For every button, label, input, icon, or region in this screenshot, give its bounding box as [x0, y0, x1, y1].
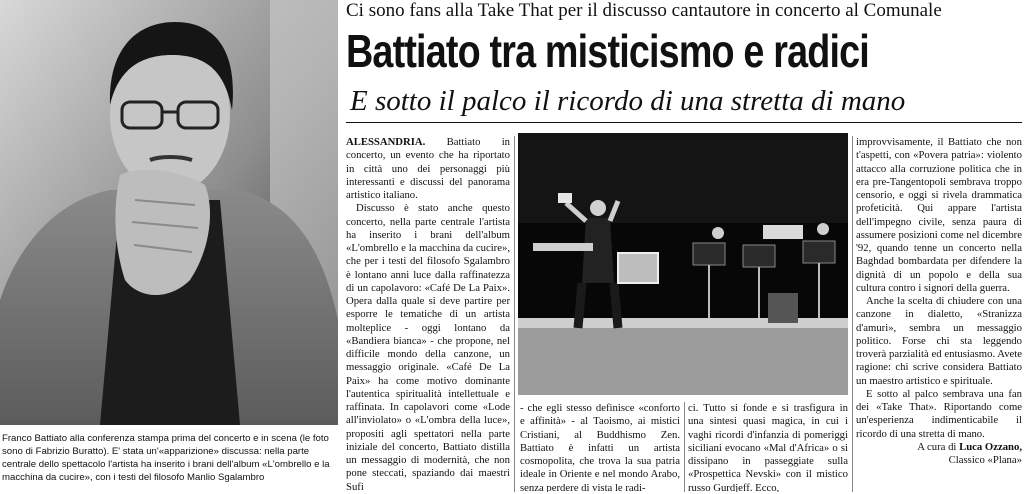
paragraph-text: Battiato in concerto, un evento che ha riportato in città uno dei personaggi più interessanti e discussi del panorama artistico italiano. — [346, 136, 510, 201]
paragraph: improvvisamente, il Battiato che non t'aspetti, con «Povera patria»: violento attacco alla corruzione politica che in era pre-Tangentopoli sembrava troppo censorio, e oggi si rivela drammatica profeticità. Qui appare l'artista dell'impegno civile, senza paura di assumere posizioni come nel dicembre '92, quando tenne un concerto nella Baghdad bombardata per difendere la dignità di un popolo e della sua cultura contro i signori della guerra. — [856, 136, 1022, 294]
column-divider — [684, 402, 685, 492]
paragraph — [346, 136, 510, 202]
subheadline: E sotto il palco il ricordo di una stretta di mano — [350, 85, 906, 117]
article-column-2 — [520, 402, 680, 492]
article-column-4 — [856, 136, 1022, 494]
article-column-1 — [346, 136, 510, 492]
portrait-illustration — [0, 0, 338, 425]
header-rule — [346, 122, 1022, 123]
paragraph: ci. Tutto si fonde e si trasfigura in una sintesi quasi magica, in cui i vaghi ricordi d'infanzia di pomeriggi siciliani evocano «Mal d'Africa» o si dissipano in passeggiate sulla «Prospettica Nevski» con il mistico russo Gurdjeff. Ecco, — [688, 402, 848, 492]
paragraph: - che egli stesso definisce «conforto e affinità» - al Taoismo, ai mistici Cristiani, al Buddhismo Zen. Battiato è infatti un artista cosmopolita, che trova la sua patria ideale in Oriente e nel mondo Arabo, senza perdere di vista le radi- — [520, 402, 680, 492]
article-column-3 — [688, 402, 848, 492]
paragraph: Anche la scelta di chiudere con una canzone in dialetto, «Stranizza d'amuri», sembra un messaggio politico. Forse chi sta leggendo troverà parzialità ed entusiasmo. Avete ragione: chi scrive considera Battiato un maestro artistico e spirituale. — [856, 295, 1022, 387]
portrait-photo — [0, 0, 338, 425]
paragraph: E sotto al palco sembrava una fan dei «Take That». Riportando come un'esperienza indimenticabile il ricordo di una stretta di mano. — [856, 387, 1022, 440]
concert-stage-illustration — [518, 133, 848, 395]
concert-photo — [518, 133, 848, 395]
photo-caption: Franco Battiato alla conferenza stampa prima del concerto e in scena (le foto sono di Fabrizio Buratto). E' stata un'«apparizione» discussa: nella parte centrale dello spettacolo l'artista ha inserito i brani dell'album «L'ombrello e la macchina da cucire», con i testi del filosofo Manlio Sgalambro — [2, 433, 330, 483]
dateline: ALESSANDRIA. — [346, 136, 426, 148]
kicker: Ci sono fans alla Take That per il discusso cantautore in concerto al Comunale — [346, 0, 942, 21]
paragraph: Discusso è stato anche questo concerto, nella parte centrale l'artista ha inserito i brani dell'album «L'ombrello e la macchina da cucire», che per i testi del filosofo Sgalambro è lontano anni luce dalla raffinatezza di un capolavoro: «Café De La Paix». Opera dalla quale si deve partire per esporre le tematiche di un artista molteplice - oggi lontano da «Bandiera bianca» - che propone, nel difficile mondo della canzone, un messaggio originale. «Café De La Paix» ha come motivo dominante l'autentica spiritualità intellettuale e raffinata. In capolavori come «Lode all'inviolato» o «L'ombra della luce», propositi agli spettatori nella parte iniziale del concerto, Battiato distilla un messaggio di modernità, che non pone steccati, spaziando dai maestri Sufi — [346, 202, 510, 492]
column-divider — [514, 136, 515, 492]
column-divider — [852, 136, 853, 492]
author-name: Luca Ozzano, — [959, 440, 1022, 453]
byline-class: Classico «Plana» — [948, 454, 1022, 466]
headline: Battiato tra misticismo e radici — [346, 25, 869, 77]
byline-prefix: A cura di — [917, 440, 960, 453]
byline — [856, 441, 1022, 454]
